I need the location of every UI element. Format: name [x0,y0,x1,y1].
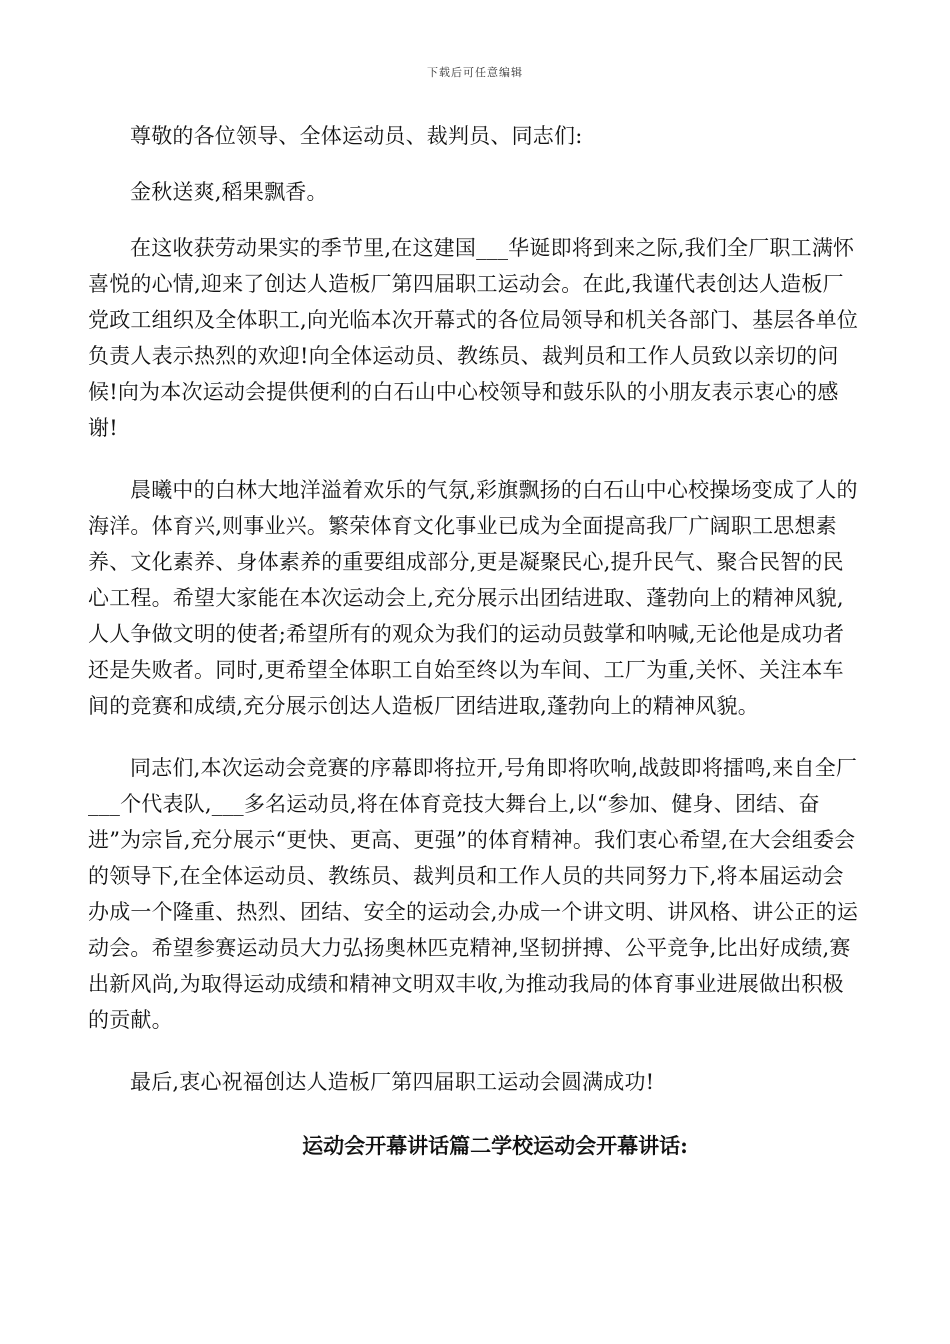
paragraph-expectations: 同志们,本次运动会竞赛的序幕即将拉开,号角即将吹响,战鼓即将擂鸣,来自全厂___个代表队,___多名运动员,将在体育竞技大舞台上,以“参加、健身、团结、奋进”为宗旨,充分展示“更快、更高、更强”的体育精神。我们衷心希望,在大会组委会的领导下,在全体运动员、教练员、裁判员和工作人员的共同努力下,将本届运动会办成一个隆重、热烈、团结、安全的运动会,办成一个讲文明、讲风格、讲公正的运动会。希望参赛运动员大力弘扬奥林匹克精神,坚韧拼搏、公平竞争,比出好成绩,赛出新风尚,为取得运动成绩和精神文明双丰收,为推动我局的体育事业进展做出积极的贡献。 [88,756,859,1032]
opening-line: 金秋送爽,稻果飘香。 [130,180,328,204]
paragraph-atmosphere: 晨曦中的白林大地洋溢着欢乐的气氛,彩旗飘扬的白石山中心校操场变成了人的海洋。体育兴,则事业兴。繁荣体育文化事业已成为全面提高我厂广阔职工思想素养、文化素养、身体素养的重要组成部分,更是凝聚民心,提升民气、聚合民智的民心工程。希望大家能在本次运动会上,充分展示出团结进取、蓬勃向上的精神风貌,人人争做文明的使者;希望所有的观众为我们的运动员鼓掌和呐喊,无论他是成功者还是失败者。同时,更希望全体职工自始至终以为车间、工厂为重,关怀、关注本车间的竞赛和成绩,充分展示创达人造板厂团结进取,蓬勃向上的精神风貌。 [88,478,858,718]
salutation: 尊敬的各位领导、全体运动员、裁判员、同志们: [130,124,583,148]
paragraph-welcome: 在这收获劳动果实的季节里,在这建国___华诞即将到来之际,我们全厂职工满怀喜悦的心情,迎来了创达人造板厂第四届职工运动会。在此,我谨代表创达人造板厂党政工组织及全体职工,向光临本次开幕式的各位局领导和机关各部门、基层各单位负责人表示热烈的欢迎!向全体运动员、教练员、裁判员和工作人员致以亲切的问候!向为本次运动会提供便利的白石山中心校领导和鼓乐队的小朋友表示衷心的感谢! [88,236,859,440]
section-title: 运动会开幕讲话篇二学校运动会开幕讲话: [302,1133,688,1158]
closing-line: 最后,衷心祝福创达人造板厂第四届职工运动会圆满成功! [130,1070,655,1094]
document-body [88,118,862,1164]
header-note: 下载后可任意编辑 [427,66,523,79]
